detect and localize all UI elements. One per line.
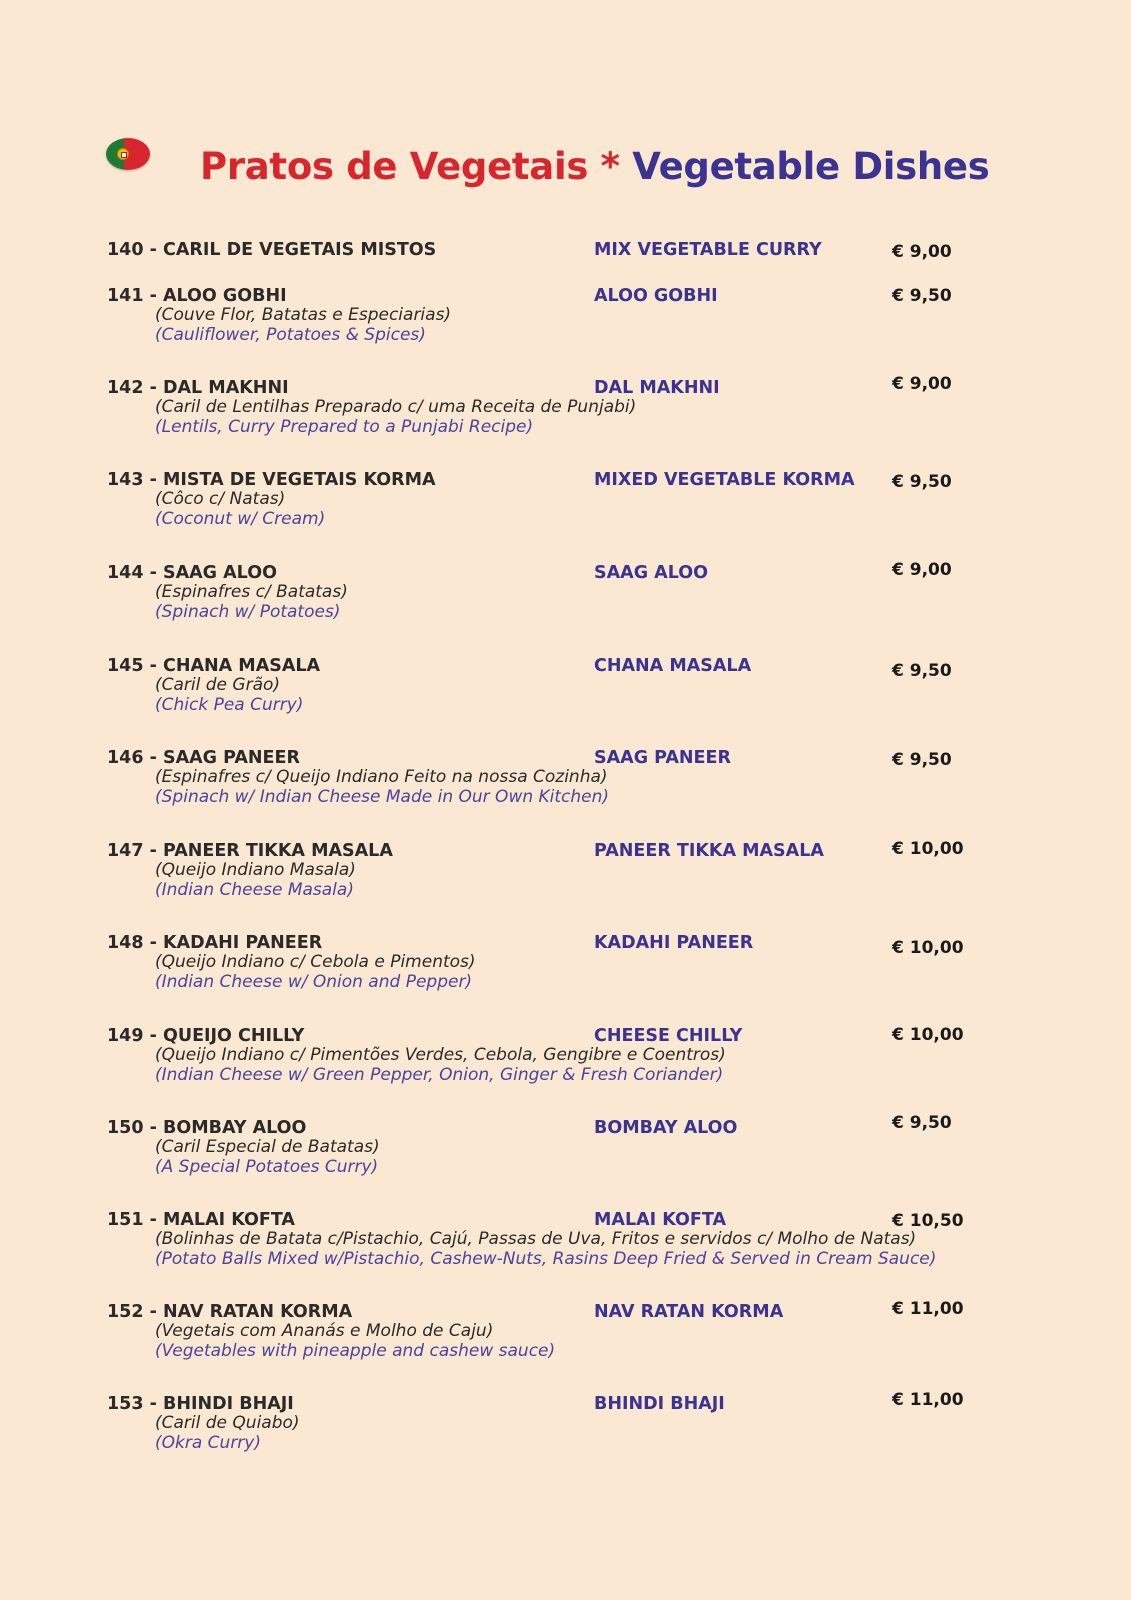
dish-description-portuguese: (Couve Flor, Batatas e Especiarias) (155, 305, 452, 325)
dish-price: € 9,00 (892, 374, 952, 394)
dish-description-portuguese: (Espinafres c/ Batatas) (155, 582, 348, 602)
dish-description-portuguese: (Queijo Indiano Masala) (155, 860, 356, 880)
dish-name-english: DAL MAKHNI (594, 378, 720, 398)
dish-name-english: ALOO GOBHI (594, 286, 718, 306)
dish-description-portuguese: (Caril de Grão) (155, 675, 281, 695)
dish-name-portuguese: 152 - NAV RATAN KORMA (107, 1302, 353, 1322)
menu-item (107, 286, 987, 345)
dish-price: € 11,00 (892, 1390, 964, 1410)
dish-price: € 10,00 (892, 938, 964, 958)
dish-price: € 10,50 (892, 1211, 964, 1231)
dish-description-english: (Spinach w/ Potatoes) (155, 601, 341, 622)
dish-description-english: (Spinach w/ Indian Cheese Made in Our Own Kitchen) (155, 786, 610, 807)
dish-name-english: KADAHI PANEER (594, 933, 754, 953)
menu-item (107, 1299, 987, 1361)
dish-name-english: MIXED VEGETABLE KORMA (594, 470, 855, 490)
dish-name-portuguese: 143 - MISTA DE VEGETAIS KORMA (107, 470, 436, 490)
dish-name-english: CHANA MASALA (594, 656, 752, 676)
dish-name-english: BOMBAY ALOO (594, 1118, 738, 1138)
dish-description-english: (A Special Potatoes Curry) (155, 1156, 379, 1177)
dish-name-english: NAV RATAN KORMA (594, 1302, 784, 1322)
dish-name-portuguese: 140 - CARIL DE VEGETAIS MISTOS (107, 240, 437, 260)
dish-price: € 9,50 (892, 1113, 952, 1133)
dish-name-english: MIX VEGETABLE CURRY (594, 240, 822, 260)
menu-item (107, 240, 987, 260)
menu-item (107, 470, 987, 529)
dish-description-portuguese: (Caril Especial de Batatas) (155, 1137, 380, 1157)
dish-name-english: MALAI KOFTA (594, 1210, 726, 1230)
menu-item (107, 560, 987, 622)
dish-name-english: SAAG ALOO (594, 563, 708, 583)
dish-name-portuguese: 147 - PANEER TIKKA MASALA (107, 841, 393, 861)
dish-name-portuguese: 142 - DAL MAKHNI (107, 378, 289, 398)
dish-price: € 9,50 (892, 286, 952, 306)
dish-name-english: CHEESE CHILLY (594, 1026, 743, 1046)
dish-name-portuguese: 141 - ALOO GOBHI (107, 286, 287, 306)
menu-item (107, 933, 987, 992)
dish-description-english: (Chick Pea Curry) (155, 694, 304, 715)
dish-name-english: PANEER TIKKA MASALA (594, 841, 824, 861)
dish-name-portuguese: 149 - QUEIJO CHILLY (107, 1026, 305, 1046)
dish-price: € 9,00 (892, 242, 952, 262)
menu-item (107, 374, 987, 437)
menu-item (107, 748, 987, 807)
menu-item (107, 1026, 987, 1085)
dish-description-english: (Cauliflower, Potatoes & Spices) (155, 324, 426, 345)
menu-item (107, 1113, 987, 1177)
dish-price: € 9,50 (892, 750, 952, 770)
dish-price: € 9,50 (892, 472, 952, 492)
portugal-flag-icon (106, 138, 150, 170)
flag-emblem-icon (117, 148, 129, 160)
dish-description-portuguese: (Caril de Quiabo) (155, 1413, 300, 1433)
dish-name-english: BHINDI BHAJI (594, 1394, 725, 1414)
dish-description-english: (Potato Balls Mixed w/Pistachio, Cashew-Nuts, Rasins Deep Fried & Served in Cream Sauce) (155, 1248, 937, 1269)
menu-item (107, 841, 987, 900)
dish-description-portuguese: (Queijo Indiano c/ Pimentões Verdes, Cebola, Gengibre e Coentros) (155, 1045, 726, 1065)
menu-item (107, 656, 987, 715)
dish-name-portuguese: 145 - CHANA MASALA (107, 656, 321, 676)
page-title (200, 145, 989, 188)
dish-name-portuguese: 151 - MALAI KOFTA (107, 1210, 295, 1230)
dish-description-english: (Indian Cheese w/ Onion and Pepper) (155, 971, 473, 992)
dish-price: € 9,50 (892, 661, 952, 681)
dish-description-portuguese: (Vegetais com Ananás e Molho de Caju) (155, 1321, 494, 1341)
dish-description-english: (Indian Cheese Masala) (155, 879, 354, 900)
menu-item (107, 1210, 987, 1269)
dish-description-portuguese: (Bolinhas de Batata c/Pistachio, Cajú, Passas de Uva, Fritos e servidos c/ Molho de Natas) (155, 1229, 917, 1249)
dish-name-portuguese: 148 - KADAHI PANEER (107, 933, 323, 953)
dish-description-english: (Indian Cheese w/ Green Pepper, Onion, Ginger & Fresh Coriander) (155, 1064, 724, 1085)
title-english: Vegetable Dishes (632, 145, 990, 188)
dish-price: € 10,00 (892, 839, 964, 859)
dish-description-english: (Lentils, Curry Prepared to a Punjabi Recipe) (155, 416, 534, 437)
dish-price: € 9,00 (892, 560, 952, 580)
dish-price: € 11,00 (892, 1299, 964, 1319)
dish-description-english: (Okra Curry) (155, 1432, 261, 1453)
title-separator: * (588, 145, 633, 188)
dish-name-portuguese: 150 - BOMBAY ALOO (107, 1118, 307, 1138)
dish-name-english: SAAG PANEER (594, 748, 731, 768)
dish-name-portuguese: 146 - SAAG PANEER (107, 748, 300, 768)
dish-description-portuguese: (Côco c/ Natas) (155, 489, 286, 509)
dish-price: € 10,00 (892, 1025, 964, 1045)
dish-description-portuguese: (Queijo Indiano c/ Cebola e Pimentos) (155, 952, 476, 972)
dish-description-portuguese: (Espinafres c/ Queijo Indiano Feito na nossa Cozinha) (155, 767, 608, 787)
dish-name-portuguese: 153 - BHINDI BHAJI (107, 1394, 294, 1414)
menu-item (107, 1390, 987, 1453)
dish-description-english: (Vegetables with pineapple and cashew sauce) (155, 1340, 556, 1361)
dish-description-portuguese: (Caril de Lentilhas Preparado c/ uma Receita de Punjabi) (155, 397, 637, 417)
dish-description-english: (Coconut w/ Cream) (155, 508, 326, 529)
title-portuguese: Pratos de Vegetais (200, 145, 589, 188)
dish-name-portuguese: 144 - SAAG ALOO (107, 563, 277, 583)
